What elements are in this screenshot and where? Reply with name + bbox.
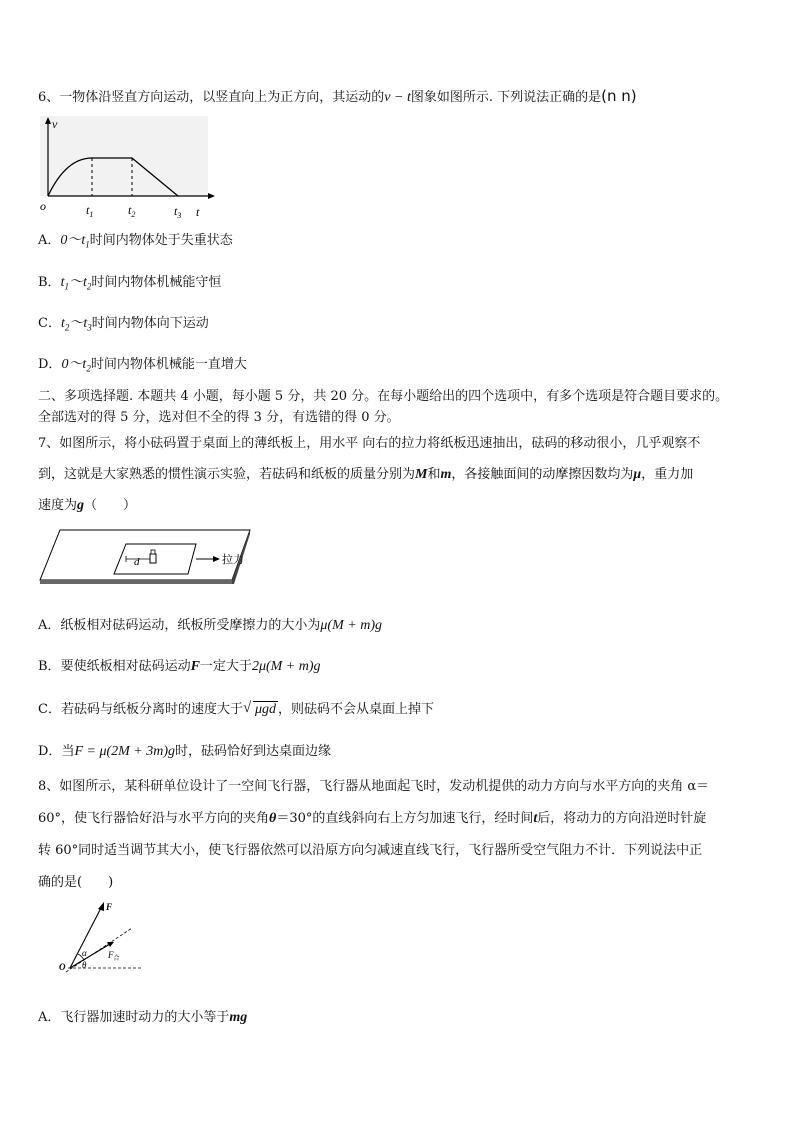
q7-inertia-figure xyxy=(38,528,258,596)
theta-label: θ xyxy=(82,960,87,970)
q7-option-a: A．纸板相对砝码运动，纸板所受摩擦力的大小为μ(M + m)g xyxy=(38,618,382,633)
q7-option-b: B．要使纸板相对砝码运动F一定大于2μ(M + m)g xyxy=(38,659,321,674)
sqrt-symbol: √ xyxy=(242,700,252,716)
q8-stem-line-3: 转 60°同时适当调节其大小，使飞行器依然可以沿原方向匀减速直线飞行，飞行器所受空气阻力不计．下列说法中正 xyxy=(38,843,703,858)
origin-O-label: O xyxy=(59,962,66,972)
q8-stem-line-4: 确的是( ) xyxy=(38,875,114,890)
q8-stem-line-2: 60°，使飞行器恰好沿与水平方向的夹角θ＝30°的直线斜向右上方匀加速飞行，经时间t后，将动力的方向沿逆时针旋 xyxy=(38,811,707,826)
q7-option-d: D．当F = μ(2M + 3m)g时，砝码恰好到达桌面边缘 xyxy=(38,744,332,759)
q7-stem-line-1: 7、如图所示，将小砝码置于桌面上的薄纸板上，用水平 向右的拉力将纸板迅速抽出，砝码的移动很小，几乎观察不 xyxy=(38,436,701,451)
distance-d-label: d xyxy=(134,556,140,568)
origin-label: o xyxy=(40,199,46,213)
weight-block xyxy=(150,554,156,563)
q8-option-a: A．飞行器加速时动力的大小等于mg xyxy=(38,1010,248,1025)
section2-instruction-2: 全部选对的得 5 分，选对但不全的得 3 分，有选错的得 0 分。 xyxy=(38,410,400,425)
y-axis-label: v xyxy=(52,117,58,131)
q8-stem-line-1: 8、如图所示，某科研单位设计了一空间飞行器，飞行器从地面起飞时，发动机提供的动力方向与水平方向的夹角 α＝ xyxy=(38,779,710,794)
svg-text:t3: $t_3$ xyxy=(174,204,182,220)
q7-option-c: C．若砝码与纸板分离时的速度大于 √ μgd ，则砝码不会从桌面上掉下 xyxy=(38,700,435,717)
pull-force-label: 拉力 xyxy=(222,553,244,566)
q6-vt-graph xyxy=(36,112,216,224)
q6-option-c: C．$t_2\sim t_3$时间内物体向下运动 xyxy=(38,316,209,333)
q8-force-figure xyxy=(56,898,146,980)
q6-option-b: B．$t_1\sim t_2$时间内物体机械能守恒 xyxy=(38,275,222,292)
q6-option-a: A．$0\sim t_1$时间内物体处于失重状态 xyxy=(38,233,233,250)
q7-stem-line-2: 到，这就是大家熟悉的惯性演示实验，若砝码和纸板的质量分别为M和m，各接触面间的动摩擦因数均为μ，重力加 xyxy=(38,467,694,482)
x-axis-label: t xyxy=(196,205,200,219)
svg-text:t1: $t_1$ xyxy=(86,203,94,219)
net-force-label: $F_合$ xyxy=(108,950,120,962)
svg-text:t2: $t_2$ xyxy=(128,203,136,219)
force-F-label: F xyxy=(106,902,113,912)
q6-option-d: D．$0\sim t_2$时间内物体机械能一直增大 xyxy=(38,357,247,374)
alpha-label: α xyxy=(82,948,87,958)
section2-instruction-1: 二、多项选择题. 本题共 4 小题，每小题 5 分，共 20 分。在每小题给出的四个选项中，有多个选项是符合题目要求的。 xyxy=(38,389,729,404)
q6-stem: 6、一物体沿竖直方向运动，以竖直向上为正方向，其运动的v − t图象如图所示. 下列说法正确的是(n n) xyxy=(38,87,637,105)
q7-stem-line-3: 速度为g（ ） xyxy=(38,498,137,513)
